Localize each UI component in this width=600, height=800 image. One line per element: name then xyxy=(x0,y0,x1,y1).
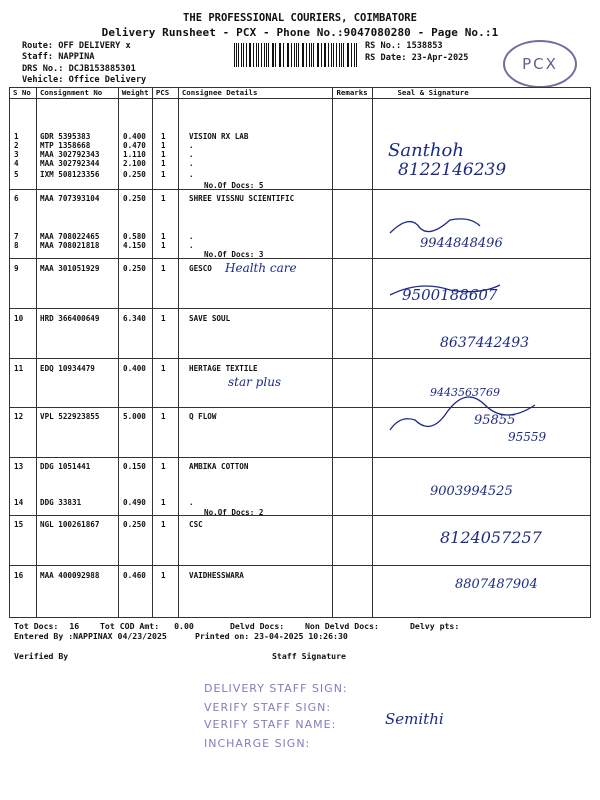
row-7-consignment: MAA 708022465 xyxy=(40,232,100,241)
row-5-weight: 0.250 xyxy=(123,170,146,179)
row-14-weight: 0.490 xyxy=(123,498,146,507)
signature-phone-2: 9944848496 xyxy=(420,236,503,251)
row-7-consignee: . xyxy=(189,232,194,241)
row-1-sno: 1 xyxy=(14,132,19,141)
row-5-sno: 5 xyxy=(14,170,19,179)
signature-phone-5: 9443563769 xyxy=(430,386,500,399)
row-12-pcs: 1 xyxy=(161,412,166,421)
row-2-consignee: . xyxy=(189,141,194,150)
row-10-sno: 10 xyxy=(14,314,24,323)
stamp-delivery-staff-sign: DELIVERY STAFF SIGN: xyxy=(204,682,348,695)
row-6-consignment: MAA 707393104 xyxy=(40,194,100,203)
barcode-bar xyxy=(302,43,303,67)
doc-count-group-1: No.Of Docs: 5 xyxy=(204,181,264,190)
row-11-sno: 11 xyxy=(14,364,24,373)
row-15-consignment: NGL 100261867 xyxy=(40,520,100,529)
col-consignee: Consignee Details xyxy=(178,88,333,99)
barcode-bar xyxy=(280,43,281,67)
row-1-pcs: 1 xyxy=(161,132,166,141)
doc-count-group-2: No.Of Docs: 3 xyxy=(204,250,264,259)
row-16-pcs: 1 xyxy=(161,571,166,580)
row-8-pcs: 1 xyxy=(161,241,166,250)
stamp-incharge-sign: INCHARGE SIGN: xyxy=(204,737,311,750)
staff-signature: Staff Signature xyxy=(272,651,346,661)
row-12-weight: 5.000 xyxy=(123,412,146,421)
row-11-pcs: 1 xyxy=(161,364,166,373)
row-2-consignment: MTP 1358668 xyxy=(40,141,91,150)
barcode-bar xyxy=(241,43,242,67)
row-1-consignee: VISION RX LAB xyxy=(189,132,249,141)
row-13-pcs: 1 xyxy=(161,462,166,471)
row-15-weight: 0.250 xyxy=(123,520,146,529)
barcode-bar xyxy=(325,43,326,67)
stamp-verify-staff-sign: VERIFY STAFF SIGN: xyxy=(204,701,332,714)
col-weight: Weight xyxy=(118,88,152,99)
tot-cod-value: 0.00 xyxy=(174,621,194,631)
row-6-consignee: SHREE VISSNU SCIENTIFIC xyxy=(189,194,295,203)
row-12-sno: 12 xyxy=(14,412,24,421)
row-9-sno: 9 xyxy=(14,264,19,273)
rs-date: RS Date: 23-Apr-2025 xyxy=(365,53,469,63)
row-5-consignee: . xyxy=(189,170,194,179)
company-title: THE PROFESSIONAL COURIERS, COIMBATORE xyxy=(183,12,417,24)
row-1-consignment: GDR 5395383 xyxy=(40,132,91,141)
row-15-pcs: 1 xyxy=(161,520,166,529)
barcode-bar xyxy=(275,43,276,67)
pcx-stamp: PCX xyxy=(503,40,577,88)
row-9-pcs: 1 xyxy=(161,264,166,273)
row-10-weight: 6.340 xyxy=(123,314,146,323)
barcode-bar xyxy=(291,43,292,67)
runsheet-title: Delivery Runsheet - PCX - Phone No.:9047080280 - Page No.:1 xyxy=(101,26,499,39)
printed-on: Printed on: 23-04-2025 10:26:30 xyxy=(195,631,348,641)
row-13-consignment: DDG 1051441 xyxy=(40,462,91,471)
row-8-consignment: MAA 708021818 xyxy=(40,241,100,250)
row-4-weight: 2.100 xyxy=(123,159,146,168)
row-9-consignment: MAA 301051929 xyxy=(40,264,100,273)
handwritten-note-gesco: Health care xyxy=(225,261,297,275)
table-header-row xyxy=(10,88,591,99)
row-11-consignment: EDQ 10934479 xyxy=(40,364,95,373)
entered-by: Entered By :NAPPINAX 04/23/2025 xyxy=(14,631,167,641)
barcode-bar xyxy=(341,43,342,67)
signature-name-1: Santhoh xyxy=(388,140,464,161)
row-15-sno: 15 xyxy=(14,520,24,529)
col-consignment: Consignment No xyxy=(36,88,118,99)
row-14-consignment: DDG 33831 xyxy=(40,498,82,507)
row-3-sno: 3 xyxy=(14,150,19,159)
row-2-sno: 2 xyxy=(14,141,19,150)
barcode-bar xyxy=(246,43,247,67)
staff-label: Staff: NAPPINA xyxy=(22,52,95,62)
row-8-consignee: . xyxy=(189,241,194,250)
row-3-weight: 1.110 xyxy=(123,150,146,159)
footer-handwritten-name: Semithi xyxy=(385,710,444,728)
signature-phone-6b: 95559 xyxy=(508,430,547,444)
row-3-consignee: . xyxy=(189,150,194,159)
row-6-weight: 0.250 xyxy=(123,194,146,203)
tot-cod xyxy=(100,621,194,631)
row-9-weight: 0.250 xyxy=(123,264,146,273)
delvd-docs: Delvd Docs: xyxy=(230,621,285,631)
row-4-consignee: . xyxy=(189,159,194,168)
barcode-bar xyxy=(253,43,254,67)
barcode-bar xyxy=(318,43,319,67)
col-remarks: Remarks xyxy=(333,88,373,99)
tot-docs xyxy=(14,621,79,631)
signature-phone-4: 8637442493 xyxy=(440,335,530,351)
signature-phone-3: 9500188607 xyxy=(402,286,498,304)
barcode-bar xyxy=(264,43,265,67)
row-14-consignee: . xyxy=(189,498,194,507)
row-13-sno: 13 xyxy=(14,462,24,471)
row-10-consignee: SAVE SOUL xyxy=(189,314,231,323)
row-10-consignment: HRD 366400649 xyxy=(40,314,100,323)
signature-stroke-2 xyxy=(390,219,480,233)
barcode-bar xyxy=(256,43,257,67)
col-seal-signature: Seal & Signature xyxy=(373,88,591,99)
tot-docs-value: 16 xyxy=(69,621,80,631)
row-3-pcs: 1 xyxy=(161,150,166,159)
verified-by: Verified By xyxy=(14,651,69,661)
row-5-consignment: IXM 508123356 xyxy=(40,170,100,179)
signature-phone-9: 8807487904 xyxy=(455,577,538,592)
row-16-consignment: MAA 400092988 xyxy=(40,571,100,580)
stamp-verify-staff-name: VERIFY STAFF NAME: xyxy=(204,718,337,731)
barcode-bar xyxy=(331,43,332,67)
barcode xyxy=(234,43,358,67)
row-4-consignment: MAA 302792344 xyxy=(40,159,100,168)
row-11-weight: 0.400 xyxy=(123,364,146,373)
barcode-bar xyxy=(313,43,314,67)
barcode-bar xyxy=(268,43,269,67)
doc-count-group-3: No.Of Docs: 2 xyxy=(204,508,264,517)
row-6-sno: 6 xyxy=(14,194,19,203)
signature-phone-8: 8124057257 xyxy=(440,528,542,547)
row-4-sno: 4 xyxy=(14,159,19,168)
row-2-weight: 0.470 xyxy=(123,141,146,150)
delvy-pts: Delvy pts: xyxy=(410,621,460,631)
row-3-consignment: MAA 302792343 xyxy=(40,150,100,159)
barcode-bar xyxy=(339,43,340,67)
row-6-pcs: 1 xyxy=(161,194,166,203)
row-14-sno: 14 xyxy=(14,498,24,507)
handwritten-note-hertage: star plus xyxy=(228,375,282,389)
col-sno: S No xyxy=(10,88,37,99)
barcode-bar xyxy=(283,43,284,67)
row-7-pcs: 1 xyxy=(161,232,166,241)
barcode-bar xyxy=(354,43,355,67)
route-label: Route: OFF DELIVERY x xyxy=(22,41,131,51)
col-pcs: PCS xyxy=(152,88,178,99)
row-1-weight: 0.400 xyxy=(123,132,146,141)
row-13-consignee: AMBIKA COTTON xyxy=(189,462,249,471)
row-9-consignee: GESCO xyxy=(189,264,212,273)
barcode-bar xyxy=(298,43,299,67)
row-7-weight: 0.580 xyxy=(123,232,146,241)
row-15-consignee: CSC xyxy=(189,520,203,529)
row-16-consignee: VAIDHESSWARA xyxy=(189,571,244,580)
signature-phone-7: 9003994525 xyxy=(430,484,513,499)
row-7-sno: 7 xyxy=(14,232,19,241)
tot-docs-label: Tot Docs: xyxy=(14,621,59,631)
row-10-pcs: 1 xyxy=(161,314,166,323)
row-12-consignee: Q FLOW xyxy=(189,412,217,421)
rs-number: RS No.: 1538853 xyxy=(365,41,443,51)
row-5-pcs: 1 xyxy=(161,170,166,179)
vehicle-label: Vehicle: Office Delivery xyxy=(22,75,147,85)
row-14-pcs: 1 xyxy=(161,498,166,507)
row-12-consignment: VPL 522923855 xyxy=(40,412,100,421)
signature-phone-1: 8122146239 xyxy=(398,160,507,180)
row-4-pcs: 1 xyxy=(161,159,166,168)
drs-number: DRS No.: DCJB153885301 xyxy=(22,64,136,74)
row-16-sno: 16 xyxy=(14,571,24,580)
tot-cod-label: Tot COD Amt: xyxy=(100,621,160,631)
signature-phone-6a: 95855 xyxy=(474,413,516,428)
row-11-consignee: HERTAGE TEXTILE xyxy=(189,364,258,373)
barcode-bar xyxy=(348,43,349,67)
row-8-weight: 4.150 xyxy=(123,241,146,250)
row-2-pcs: 1 xyxy=(161,141,166,150)
row-16-weight: 0.460 xyxy=(123,571,146,580)
barcode-bar xyxy=(309,43,310,67)
row-8-sno: 8 xyxy=(14,241,19,250)
non-delvd-docs: Non Delvd Docs: xyxy=(305,621,379,631)
barcode-bar xyxy=(234,43,235,67)
row-13-weight: 0.150 xyxy=(123,462,146,471)
